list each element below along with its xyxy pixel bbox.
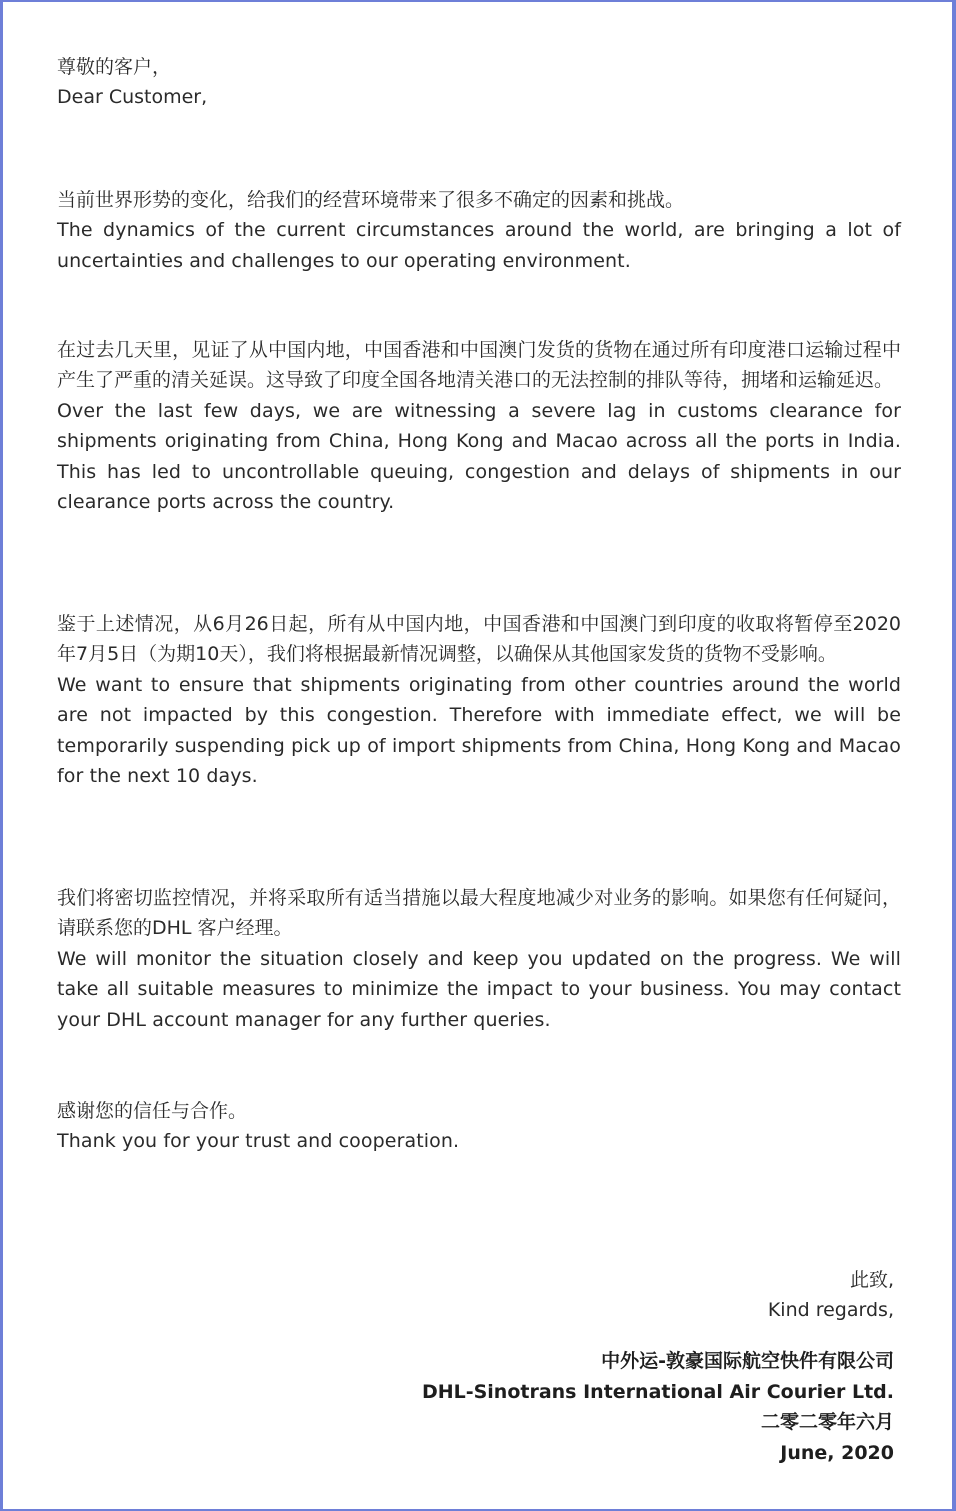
paragraph-customs-delay: [57, 335, 901, 609]
greeting-en: Dear Customer,: [57, 86, 208, 109]
closing: [768, 1265, 894, 1326]
paragraph-en: The dynamics of the current circumstances around the world, are bringing a lot of uncertainties and challenges to our operating environment.: [57, 219, 901, 272]
date-en: June, 2020: [780, 1441, 894, 1464]
paragraph-zh: 鉴于上述情况，从6月26日起，所有从中国内地，中国香港和中国澳门到印度的收取将暂停至2020年7月5日（为期10天），我们将根据最新情况调整，以确保从其他国家发货的货物不受影响。: [57, 613, 901, 666]
letter-body: [57, 52, 901, 1157]
paragraph-circumstances: [57, 185, 901, 335]
signature: [422, 1346, 894, 1468]
paragraph-en: Over the last few days, we are witnessing a severe lag in customs clearance for shipments originating from China, Hong Kong and Macao across all the ports in India. This has led to uncontrollable queuing, congestion and delays of shipments in our clearance ports across the country.: [57, 399, 901, 514]
paragraph-monitoring: [57, 883, 901, 1096]
paragraph-zh: 我们将密切监控情况，并将采取所有适当措施以最大程度地减少对业务的影响。如果您有任何疑问，请联系您的DHL 客户经理。: [57, 887, 901, 940]
company-name-en: DHL-Sinotrans International Air Courier Ltd.: [421, 1380, 894, 1403]
paragraph-zh: 当前世界形势的变化，给我们的经营环境带来了很多不确定的因素和挑战。: [57, 189, 685, 211]
paragraph-zh: 在过去几天里，见证了从中国内地，中国香港和中国澳门发货的货物在通过所有印度港口运输过程中产生了严重的清关延误。这导致了印度全国各地清关港口的无法控制的排队等待，拥堵和运输延迟。: [57, 339, 901, 392]
greeting-zh: 尊敬的客户，: [57, 56, 172, 78]
paragraph-zh: 感谢您的信任与合作。: [57, 1100, 248, 1122]
company-name-zh: 中外运-敦豪国际航空快件有限公司: [601, 1350, 894, 1372]
paragraph-en: Thank you for your trust and cooperation.: [57, 1130, 460, 1153]
paragraph-thanks: [57, 1096, 901, 1157]
closing-zh: 此致,: [849, 1269, 894, 1291]
date-zh: 二零二零年六月: [760, 1411, 894, 1434]
paragraph-en: We want to ensure that shipments originating from other countries around the world are not impacted by this congestion. Therefore with immediate effect, we will be temporarily suspending pick up of import shipments from China, Hong Kong and Macao for the next 10 days.: [57, 673, 901, 788]
paragraph-suspension: [57, 609, 901, 883]
greeting: [57, 52, 901, 185]
closing-en: Kind regards,: [767, 1299, 894, 1322]
paragraph-en: We will monitor the situation closely and keep you updated on the progress. We will take all suitable measures to minimize the impact to your business. You may contact your DHL account manager for any further queries.: [57, 947, 901, 1031]
